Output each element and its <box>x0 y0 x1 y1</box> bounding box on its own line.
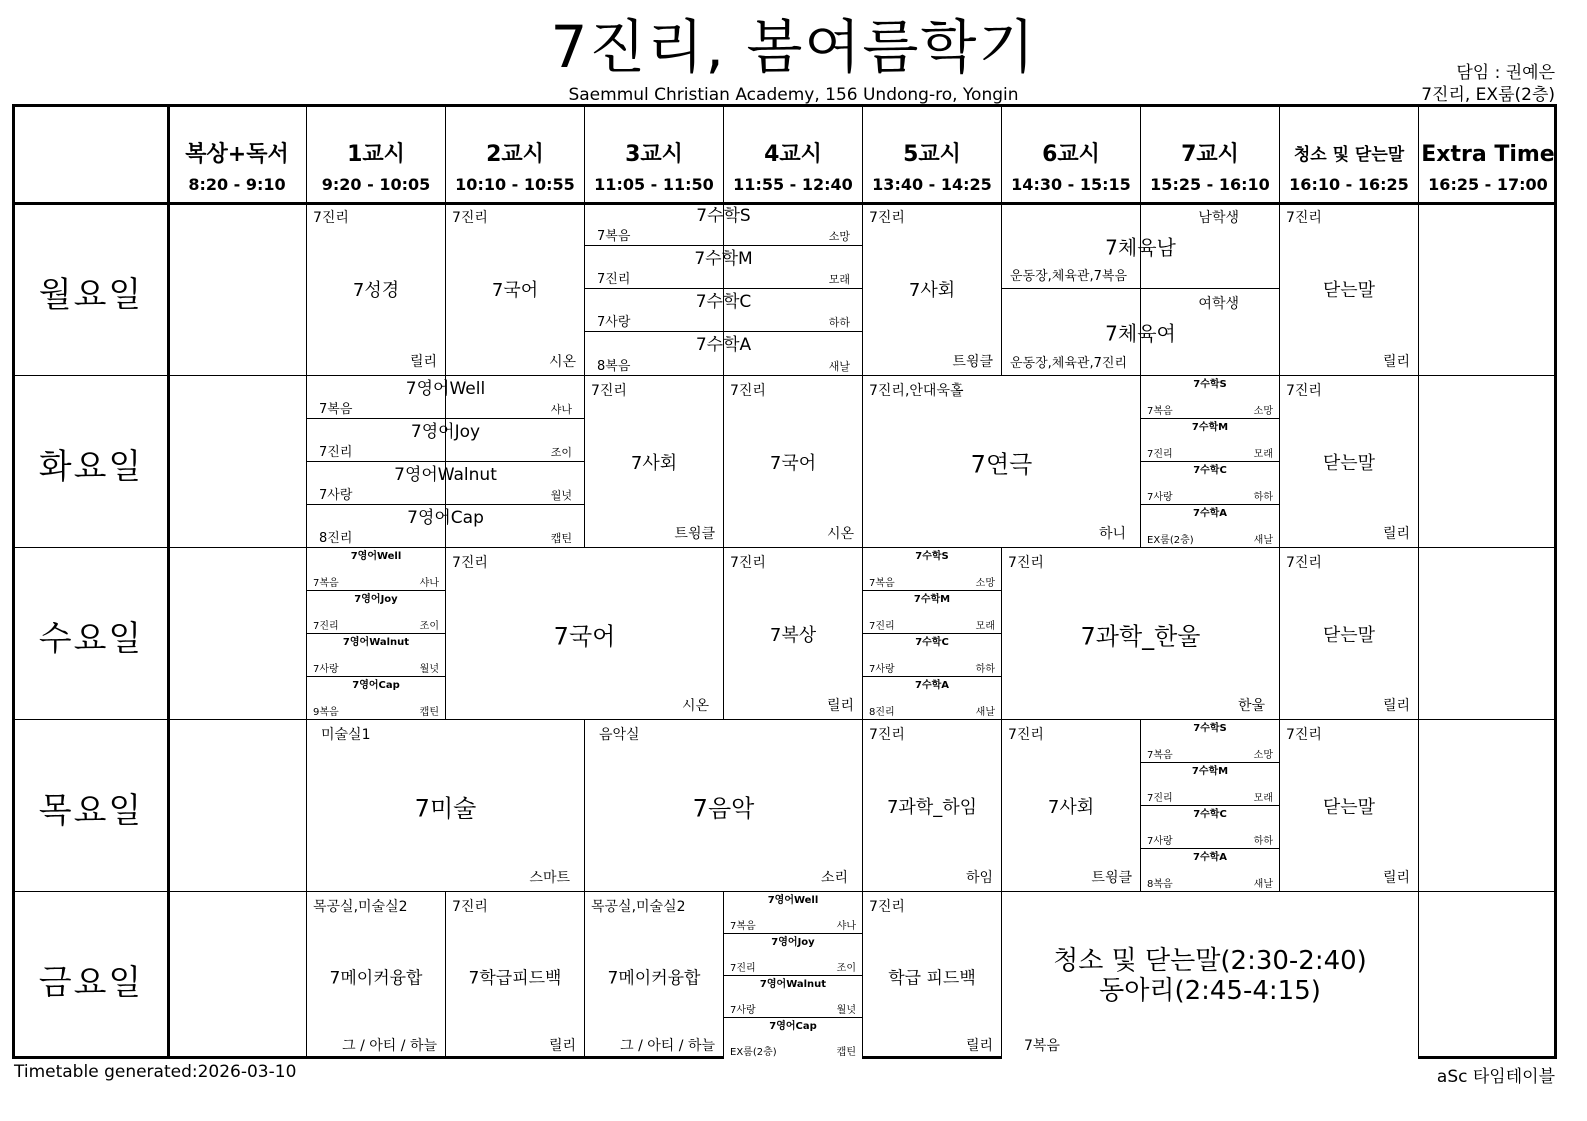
period-time: 13:40 - 14:25 <box>872 175 992 194</box>
teacher-label: 소망 <box>975 578 995 589</box>
period-name: 복상+독서 <box>185 142 289 167</box>
split-lesson <box>307 634 445 677</box>
split-lesson <box>724 934 862 976</box>
teacher-label: 하하 <box>1253 836 1273 847</box>
room-label: 7복음 <box>1147 406 1173 417</box>
english-split-cell[interactable] <box>307 376 584 547</box>
teacher-label: 캡틴 <box>836 1047 856 1058</box>
room-label: 7사랑 <box>597 315 631 330</box>
room-label: 7복음 <box>730 921 756 932</box>
period-header-4 <box>724 107 862 202</box>
room-label: 7진리 <box>452 210 488 226</box>
room-label: 8진리 <box>319 531 353 546</box>
split-lesson <box>724 976 862 1018</box>
subject-label: 7연극 <box>970 450 1033 478</box>
room-label: 7진리 <box>1147 793 1173 804</box>
room-label: 7진리 <box>1286 210 1322 226</box>
subject-label: 7수학M <box>913 594 951 605</box>
period-name: 5교시 <box>903 142 961 167</box>
room-label: 7진리 <box>591 383 627 399</box>
subject-label: 7국어 <box>553 622 616 650</box>
period-time: 11:55 - 12:40 <box>733 175 853 194</box>
split-lesson <box>724 892 862 934</box>
homeroom-teacher: 담임 : 권예은 <box>1456 63 1555 83</box>
room-label: 7진리 <box>730 383 766 399</box>
homeroom-room: 7진리, EX룸(2층) <box>1421 85 1555 105</box>
lesson-cell[interactable] <box>724 376 862 547</box>
teacher-label: 새날 <box>1253 535 1273 546</box>
period-time: 9:20 - 10:05 <box>321 175 431 194</box>
split-lesson <box>307 462 584 505</box>
period-header-6 <box>1002 107 1140 202</box>
subject-label: 7수학S <box>915 551 949 562</box>
pe-girls-cell[interactable] <box>1002 289 1279 375</box>
room-label: 8복음 <box>1147 879 1173 890</box>
teacher-label: 조이 <box>419 621 439 632</box>
period-time: 16:25 - 17:00 <box>1428 175 1548 194</box>
lesson-cell[interactable] <box>446 892 584 1059</box>
lesson-cell[interactable] <box>863 892 1001 1059</box>
subject-label: 7수학A <box>1192 852 1228 863</box>
subject-label: 닫는말 <box>1322 452 1376 474</box>
subject-label: 7국어 <box>491 280 539 301</box>
subject-label: 7수학C <box>915 637 949 648</box>
split-lesson <box>1141 462 1279 505</box>
english-split-cell[interactable] <box>307 548 445 719</box>
split-lesson <box>1141 806 1279 849</box>
room-label: 8복음 <box>597 359 631 374</box>
subject-label: 7영어Cap <box>352 680 400 691</box>
lesson-cell[interactable] <box>1280 548 1418 719</box>
room-label: 7진리 <box>597 272 631 287</box>
day-label-thu: 목요일 <box>38 791 144 831</box>
teacher-label: 소망 <box>1253 406 1273 417</box>
room-label: 7복음 <box>597 229 631 244</box>
period-time: 16:10 - 16:25 <box>1289 175 1409 194</box>
period-time: 8:20 - 9:10 <box>188 175 286 194</box>
room-label: 목공실,미술실2 <box>313 899 408 915</box>
teacher-label: 조이 <box>550 446 572 459</box>
subject-label: 7수학C <box>1193 809 1227 820</box>
room-label: 7진리 <box>1008 555 1044 571</box>
teacher-label: 하니 <box>1098 526 1126 542</box>
room-label: 9복음 <box>313 707 339 718</box>
room-label: 7진리 <box>452 555 488 571</box>
room-label: 7진리 <box>1147 449 1173 460</box>
subject-label: 7영어Walnut <box>759 979 827 990</box>
period-time: 10:10 - 10:55 <box>455 175 575 194</box>
teacher-label: 새날 <box>828 360 850 373</box>
room-label: 7사랑 <box>730 1005 756 1016</box>
period-header-7 <box>1141 107 1279 202</box>
room-label: 7진리 <box>1008 727 1044 743</box>
period-header-1 <box>307 107 445 202</box>
pe-boys-cell[interactable] <box>1002 203 1279 289</box>
teacher-label: 소리 <box>820 870 848 886</box>
period-name: 4교시 <box>764 142 822 167</box>
teacher-label: 릴리 <box>548 1038 576 1054</box>
room-label: 7진리 <box>1286 555 1322 571</box>
club-line-club: 동아리(2:45-4:15) <box>1099 976 1321 1006</box>
subject-label: 7수학A <box>1192 508 1228 519</box>
lesson-cell[interactable] <box>1280 720 1418 891</box>
teacher-label: 캡틴 <box>550 532 572 545</box>
room-label: 음악실 <box>599 727 640 743</box>
english-split-cell[interactable] <box>724 892 862 1059</box>
teacher-label: 월넛 <box>836 1005 856 1016</box>
header-info <box>1421 62 1555 106</box>
subject-label: 7미술 <box>414 794 477 822</box>
room-label: 7진리 <box>1286 383 1322 399</box>
teacher-label: 트윙클 <box>952 354 993 370</box>
room-label: 운동장,체육관,7진리 <box>1010 356 1127 371</box>
subject-label: 7영어Well <box>405 379 486 399</box>
teacher-label: 소망 <box>1253 750 1273 761</box>
room-label: 7진리 <box>1286 727 1322 743</box>
grid-line <box>167 107 170 1056</box>
split-lesson <box>585 332 862 375</box>
day-label-fri: 금요일 <box>38 963 144 1003</box>
teacher-label: 샤나 <box>550 403 572 416</box>
subject-label: 7체육여 <box>1105 321 1176 346</box>
period-name: 2교시 <box>486 142 544 167</box>
subject-label: 7메이커융합 <box>607 968 701 988</box>
club-cell[interactable] <box>1002 892 1418 1059</box>
teacher-label: 조이 <box>836 963 856 974</box>
teacher-label: 하임 <box>965 870 993 886</box>
timetable-grid <box>12 104 1557 1059</box>
subject-label: 7수학C <box>695 292 752 312</box>
subject-label: 7사회 <box>630 452 678 474</box>
room-label: 7복음 <box>869 578 895 589</box>
split-lesson <box>1141 505 1279 547</box>
club-line-cleanup: 청소 및 닫는말(2:30-2:40) <box>1053 946 1367 976</box>
split-lesson <box>1141 763 1279 806</box>
lesson-cell[interactable] <box>1002 548 1279 719</box>
room-label: 7사랑 <box>319 488 353 503</box>
teacher-label: 그 / 아티 / 하늘 <box>342 1038 437 1054</box>
lesson-cell[interactable] <box>1002 720 1140 891</box>
teacher-label: 그 / 아티 / 하늘 <box>620 1038 715 1054</box>
split-lesson <box>585 289 862 332</box>
split-lesson <box>863 634 1001 677</box>
room-label: 7진리 <box>313 210 349 226</box>
split-lesson <box>863 677 1001 719</box>
subject-label: 7영어Joy <box>354 594 398 605</box>
subject-label: 7수학M <box>1191 422 1229 433</box>
subject-label: 7국어 <box>769 452 817 474</box>
subject-label: 7영어Joy <box>771 937 815 948</box>
period-header-extra <box>1419 107 1557 202</box>
period-name: 3교시 <box>625 142 683 167</box>
subject-label: 7체육남 <box>1105 235 1176 259</box>
page-title: 7진리, 봄여름학기 <box>550 13 1037 81</box>
teacher-label: 시온 <box>548 354 576 370</box>
teacher-label: 하하 <box>828 316 850 329</box>
subject-label: 7영어Walnut <box>342 637 410 648</box>
period-name: 청소 및 닫는말 <box>1293 145 1405 165</box>
teacher-label: 모래 <box>975 621 995 632</box>
period-time: 11:05 - 11:50 <box>594 175 714 194</box>
subject-label: 7과학_한울 <box>1080 622 1201 650</box>
subject-label: 7영어Well <box>767 895 819 906</box>
period-time: 15:25 - 16:10 <box>1150 175 1270 194</box>
lesson-cell[interactable] <box>446 548 723 719</box>
teacher-label: 새날 <box>975 707 995 718</box>
math-split-cell[interactable] <box>585 203 862 375</box>
room-label: 운동장,체육관,7복음 <box>1010 269 1127 284</box>
room-label: 7진리 <box>869 899 905 915</box>
subject-label: 7사회 <box>908 280 956 301</box>
teacher-label: 캡틴 <box>419 707 439 718</box>
teacher-label: 모래 <box>1253 793 1273 804</box>
teacher-label: 한울 <box>1237 698 1265 714</box>
subject-label: 7학급피드백 <box>468 968 562 988</box>
period-name: 7교시 <box>1181 142 1239 167</box>
lesson-cell[interactable] <box>446 203 584 375</box>
teacher-label: 모래 <box>828 273 850 286</box>
room-label: 7사랑 <box>1147 492 1173 503</box>
subject-label: 닫는말 <box>1322 280 1376 301</box>
split-lesson <box>1141 419 1279 462</box>
split-lesson <box>863 591 1001 634</box>
lesson-cell[interactable] <box>585 720 862 891</box>
period-header-cleanup <box>1280 107 1418 202</box>
lesson-cell[interactable] <box>724 548 862 719</box>
room-label: 7진리 <box>313 621 339 632</box>
math-split-cell[interactable] <box>1141 376 1279 547</box>
period-time: 14:30 - 15:15 <box>1011 175 1131 194</box>
subject-label: 7영어Cap <box>407 508 484 528</box>
day-label-mon: 월요일 <box>38 275 144 315</box>
split-lesson <box>1141 849 1279 891</box>
room-label: 7복음 <box>319 402 353 417</box>
subject-label: 7영어Well <box>350 551 402 562</box>
room-label: 7진리,안대욱홀 <box>869 383 964 399</box>
teacher-label: 릴리 <box>409 354 437 370</box>
teacher-label: 월넛 <box>419 664 439 675</box>
group-label: 여학생 <box>1198 296 1239 312</box>
split-lesson <box>585 203 862 246</box>
room-label: EX룸(2층) <box>1147 535 1194 546</box>
room-label: 7진리 <box>730 555 766 571</box>
group-label: 남학생 <box>1198 210 1239 226</box>
split-lesson <box>307 376 584 419</box>
teacher-label: 샤나 <box>419 578 439 589</box>
teacher-label: 릴리 <box>1382 698 1410 714</box>
subject-label: 7수학S <box>1193 379 1227 390</box>
room-label: 8진리 <box>869 707 895 718</box>
split-lesson <box>307 505 584 547</box>
period-name: 1교시 <box>347 142 405 167</box>
teacher-label: 릴리 <box>826 698 854 714</box>
generated-date: Timetable generated:2026-03-10 <box>14 1062 297 1082</box>
subject-label: 7수학S <box>696 206 751 226</box>
subject-label: 7수학S <box>1193 723 1227 734</box>
room-label: 7사랑 <box>313 664 339 675</box>
split-lesson <box>863 548 1001 591</box>
room-label: 7진리 <box>452 899 488 915</box>
lesson-cell[interactable] <box>307 892 445 1059</box>
subject-label: 7영어Joy <box>410 422 481 442</box>
subject-label: 닫는말 <box>1322 796 1376 818</box>
teacher-label: 샤나 <box>836 921 856 932</box>
period-header-devotion <box>168 107 306 202</box>
subject-label: 7영어Walnut <box>394 465 497 485</box>
room-label: 7복음 <box>313 578 339 589</box>
teacher-label: 릴리 <box>965 1038 993 1054</box>
subject-label: 7메이커융합 <box>329 968 423 988</box>
school-address: Saemmul Christian Academy, 156 Undong-ro, Yongin <box>568 85 1019 105</box>
room-label: 7복음 <box>1147 750 1173 761</box>
subject-label: 7수학M <box>1191 766 1229 777</box>
room-label: 7진리 <box>319 445 353 460</box>
math-split-cell[interactable] <box>1141 720 1279 891</box>
subject-label: 7수학A <box>695 335 752 355</box>
subject-label: 7사회 <box>1047 796 1095 818</box>
teacher-label: 시온 <box>681 698 709 714</box>
split-lesson <box>1141 376 1279 419</box>
subject-label: 7수학C <box>1193 465 1227 476</box>
room-label: 7진리 <box>869 210 905 226</box>
room-label: 7사랑 <box>869 664 895 675</box>
teacher-label: 월넛 <box>550 489 572 502</box>
room-label: 7진리 <box>869 621 895 632</box>
period-header-3 <box>585 107 723 202</box>
split-lesson <box>307 591 445 634</box>
teacher-label: 시온 <box>826 526 854 542</box>
lesson-cell[interactable] <box>307 720 584 891</box>
teacher-label: 릴리 <box>1382 870 1410 886</box>
lesson-cell[interactable] <box>863 203 1001 375</box>
period-header-2 <box>446 107 584 202</box>
teacher-label: 하하 <box>975 664 995 675</box>
lesson-cell[interactable] <box>1280 376 1418 547</box>
day-label-tue: 화요일 <box>38 447 144 487</box>
teacher-label: 새날 <box>1253 879 1273 890</box>
split-lesson <box>1141 720 1279 763</box>
room-label: 7진리 <box>730 963 756 974</box>
math-split-cell[interactable] <box>863 548 1001 719</box>
lesson-cell[interactable] <box>863 720 1001 891</box>
subject-label: 학급 피드백 <box>888 968 976 988</box>
subject-label: 7수학M <box>694 249 753 269</box>
lesson-cell[interactable] <box>307 203 445 375</box>
subject-label: 7복상 <box>769 624 817 646</box>
lesson-cell[interactable] <box>1280 203 1418 375</box>
teacher-label: 하하 <box>1253 492 1273 503</box>
lesson-cell[interactable] <box>585 376 723 547</box>
split-lesson <box>724 1018 862 1059</box>
teacher-label: 스마트 <box>529 870 570 886</box>
split-lesson <box>585 246 862 289</box>
room-label: 목공실,미술실2 <box>591 899 686 915</box>
teacher-label: 소망 <box>828 230 850 243</box>
teacher-label: 모래 <box>1253 449 1273 460</box>
room-label: 7복음 <box>1024 1038 1060 1054</box>
teacher-label: 트윙클 <box>1091 870 1132 886</box>
subject-label: 7음악 <box>692 794 755 822</box>
room-label: 7진리 <box>869 727 905 743</box>
teacher-label: 트윙클 <box>674 526 715 542</box>
split-lesson <box>307 677 445 719</box>
grid-line <box>1418 107 1419 1056</box>
brand-label: aSc 타임테이블 <box>1436 1067 1555 1087</box>
teacher-label: 릴리 <box>1382 526 1410 542</box>
subject-label: 7영어Cap <box>769 1021 817 1032</box>
day-label-wed: 수요일 <box>38 619 144 659</box>
period-header-5 <box>863 107 1001 202</box>
subject-label: 7수학A <box>914 680 950 691</box>
period-name: Extra Time <box>1421 142 1555 167</box>
split-lesson <box>307 419 584 462</box>
lesson-cell[interactable] <box>585 892 723 1059</box>
subject-label: 7과학_하임 <box>886 796 977 818</box>
room-label: EX룸(2층) <box>730 1047 777 1058</box>
teacher-label: 릴리 <box>1382 354 1410 370</box>
subject-label: 닫는말 <box>1322 624 1376 646</box>
split-lesson <box>307 548 445 591</box>
subject-label: 7성경 <box>352 280 400 301</box>
room-label: 7사랑 <box>1147 836 1173 847</box>
lesson-cell[interactable] <box>863 376 1140 547</box>
room-label: 미술실1 <box>321 727 371 743</box>
period-name: 6교시 <box>1042 142 1100 167</box>
